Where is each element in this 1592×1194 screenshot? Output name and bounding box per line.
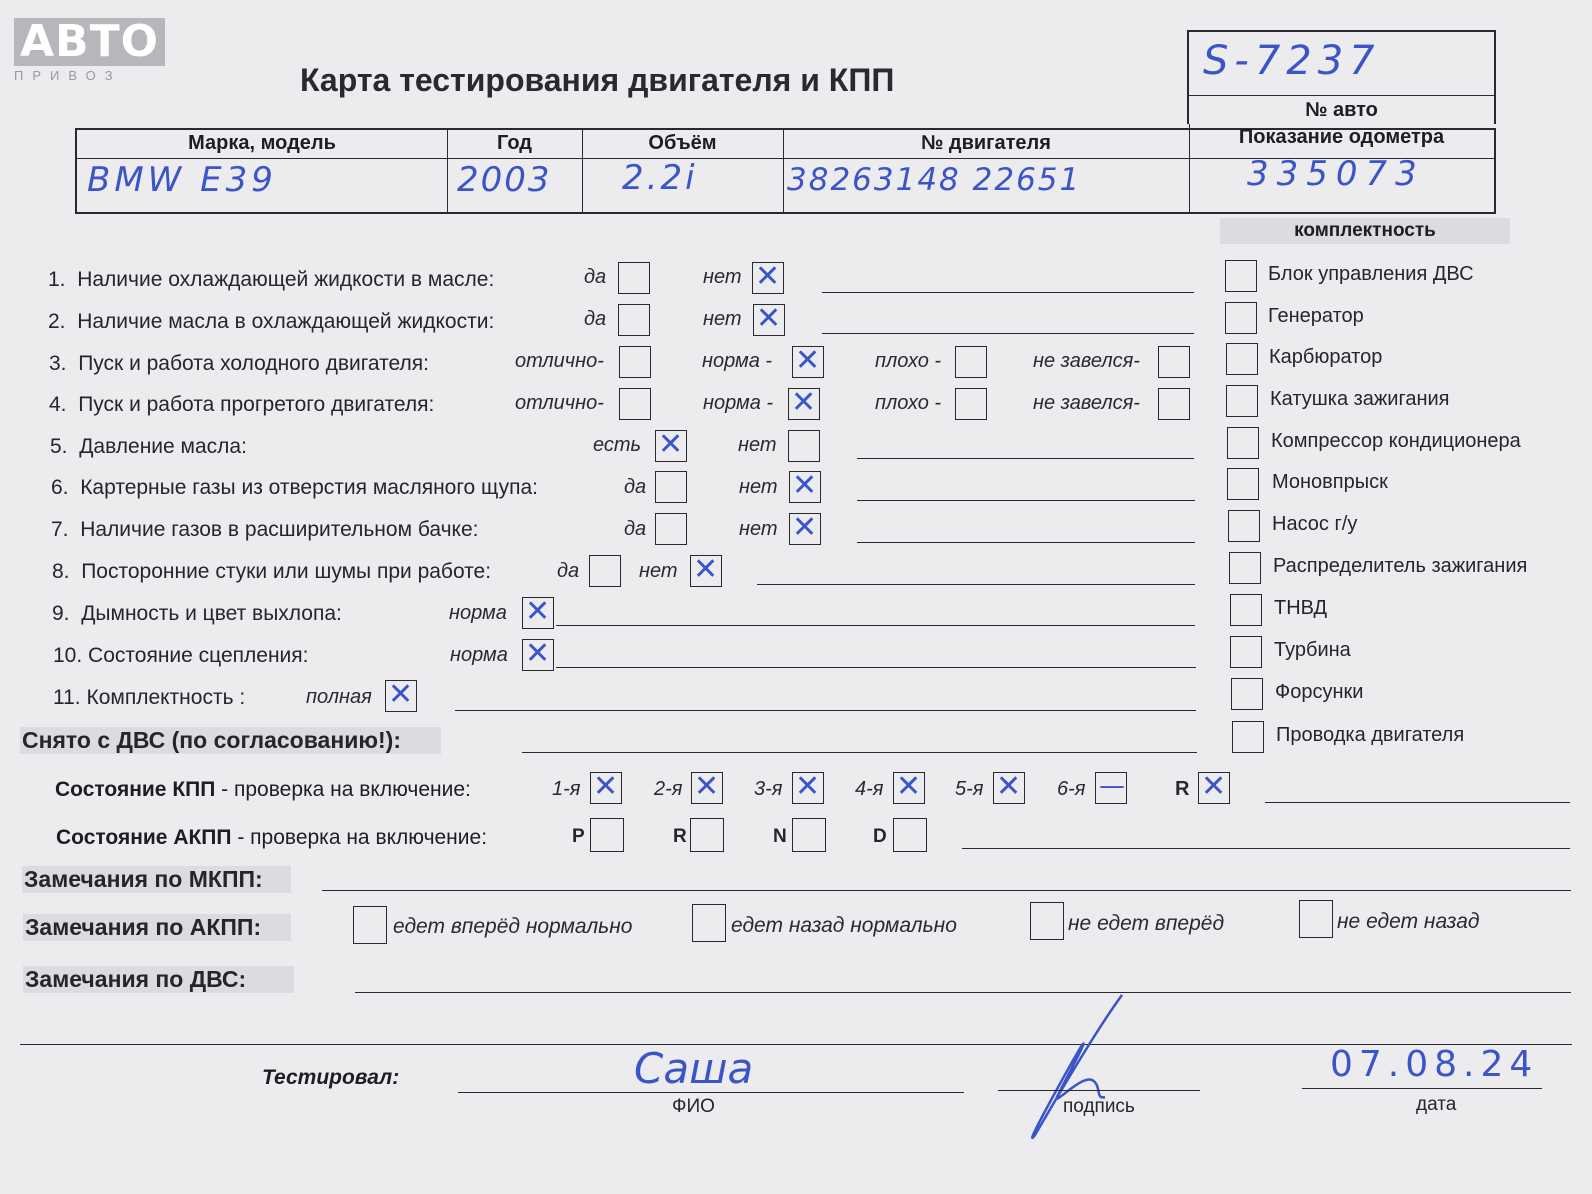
row-10-opt-normal: норма: [450, 644, 508, 666]
row-2-opt-yes: да: [584, 308, 607, 330]
row-8-opt-yes: да: [557, 560, 580, 582]
row-1-checkbox-no[interactable]: [752, 262, 784, 294]
gear-r-label: R: [1175, 778, 1190, 800]
gear-1-checkbox[interactable]: [590, 772, 622, 804]
row-3-label: 3. Пуск и работа холодного двигателя:: [49, 352, 429, 375]
akpp-label: Состояние АКПП - проверка на включение:: [56, 826, 488, 849]
kit-checkbox-tnvd[interactable]: [1230, 594, 1262, 626]
akpp-mode-p-label: P: [572, 826, 585, 847]
row-4-checkbox-excellent[interactable]: [619, 388, 651, 420]
test-date: 07.08.24: [1330, 1044, 1539, 1085]
row-5-opt-no: нет: [738, 434, 777, 456]
gear-3-label: 3-я: [754, 778, 783, 800]
akpp-backward-ok-checkbox[interactable]: [692, 904, 726, 942]
row-1-label: 1. Наличие охлаждающей жидкости в масле:: [48, 268, 495, 291]
car-number-box: [1187, 30, 1496, 124]
col-model: Марка, модель: [188, 132, 336, 154]
row-8-checkbox-yes[interactable]: [589, 555, 621, 587]
akpp-no-forward-checkbox[interactable]: [1030, 902, 1064, 940]
kit-label-power-steering-pump: Насос г/у: [1272, 513, 1358, 535]
row-3-opt-excellent: отлично-: [515, 350, 604, 372]
kit-checkbox-ecu[interactable]: [1225, 260, 1257, 292]
kit-checkbox-ac-compressor[interactable]: [1227, 427, 1259, 459]
row-8-checkbox-no[interactable]: [690, 555, 722, 587]
date-caption: дата: [1416, 1094, 1457, 1115]
gear-3-checkbox[interactable]: [792, 772, 824, 804]
kit-label-distributor: Распределитель зажигания: [1273, 555, 1528, 577]
vehicle-info-table: [75, 128, 1496, 214]
kit-label-tnvd: ТНВД: [1274, 597, 1328, 619]
row-2-label: 2. Наличие масла в охлаждающей жидкости:: [48, 310, 495, 333]
row-5-opt-yes: есть: [593, 434, 642, 456]
kit-label-ac-compressor: Компрессор кондиционера: [1271, 430, 1521, 452]
removed-from-engine-label: Снято с ДВС (по согласованию!):: [20, 727, 441, 754]
tested-by-label: Тестировал:: [262, 1066, 400, 1089]
kit-checkbox-power-steering-pump[interactable]: [1228, 510, 1260, 542]
row-8-label: 8. Посторонние стуки или шумы при работе:: [52, 560, 492, 583]
col-volume: Объём: [648, 132, 717, 154]
row-1-opt-no: нет: [703, 266, 742, 288]
gear-r-checkbox[interactable]: [1198, 772, 1230, 804]
remarks-akpp-label: Замечания по АКПП:: [23, 914, 291, 941]
kit-label-engine-wiring: Проводка двигателя: [1276, 724, 1465, 746]
row-6-opt-no: нет: [739, 476, 778, 498]
row-2-checkbox-yes[interactable]: [618, 304, 650, 336]
row-9-opt-normal: норма: [449, 602, 507, 624]
row-3-opt-normal: норма -: [702, 350, 773, 372]
row-3-checkbox-excellent[interactable]: [619, 346, 651, 378]
gear-5-label: 5-я: [955, 778, 984, 800]
kit-checkbox-injectors[interactable]: [1231, 678, 1263, 710]
row-4-label: 4. Пуск и работа прогретого двигателя:: [49, 393, 435, 416]
model-value: BMW E39: [87, 160, 277, 200]
col-engine-no: № двигателя: [921, 132, 1051, 154]
row-4-checkbox-bad[interactable]: [955, 388, 987, 420]
row-10-checkbox-normal[interactable]: [522, 639, 554, 671]
fio-caption: ФИО: [672, 1096, 715, 1117]
row-4-opt-normal: норма -: [703, 392, 774, 414]
row-5-label: 5. Давление масла:: [50, 435, 247, 458]
kit-label-ignition-coil: Катушка зажигания: [1270, 388, 1450, 410]
tester-name: Саша: [634, 1044, 754, 1093]
row-4-opt-excellent: отлично-: [515, 392, 604, 414]
kit-checkbox-carburetor[interactable]: [1226, 343, 1258, 375]
row-5-checkbox-yes[interactable]: [655, 430, 687, 462]
row-9-checkbox-normal[interactable]: [522, 597, 554, 629]
akpp-no-forward-label: не едет вперёд: [1068, 912, 1225, 935]
col-odometer: Показание одометра: [1238, 126, 1445, 148]
col-year: Год: [497, 132, 532, 154]
row-3-checkbox-normal[interactable]: [792, 346, 824, 378]
kit-label-ecu: Блок управления ДВС: [1268, 263, 1474, 285]
remarks-mkpp-label: Замечания по МКПП:: [22, 866, 291, 893]
row-7-checkbox-yes[interactable]: [655, 513, 687, 545]
row-3-opt-bad: плохо -: [875, 350, 942, 372]
row-6-checkbox-yes[interactable]: [655, 471, 687, 503]
kit-label-carburetor: Карбюратор: [1269, 346, 1383, 368]
kit-label-mono-injection: Моновпрыск: [1272, 471, 1388, 493]
logo: [14, 16, 160, 83]
akpp-mode-r-checkbox[interactable]: [690, 818, 724, 852]
volume-value: 2.2i: [622, 158, 698, 198]
kpp-label: Состояние КПП - проверка на включение:: [55, 778, 471, 801]
kit-label-turbine: Турбина: [1274, 639, 1351, 661]
kit-checkbox-distributor[interactable]: [1229, 552, 1261, 584]
akpp-no-backward-label: не едет назад: [1337, 910, 1480, 933]
row-3-checkbox-no-start[interactable]: [1158, 346, 1190, 378]
akpp-mode-p-checkbox[interactable]: [590, 818, 624, 852]
kit-checkbox-turbine[interactable]: [1230, 636, 1262, 668]
row-2-checkbox-no[interactable]: [753, 304, 785, 336]
row-3-checkbox-bad[interactable]: [955, 346, 987, 378]
row-7-checkbox-no[interactable]: [789, 513, 821, 545]
row-6-label: 6. Картерные газы из отверстия масляного щупа:: [51, 476, 538, 499]
year-value: 2003: [457, 160, 552, 200]
row-7-opt-no: нет: [739, 518, 778, 540]
row-6-checkbox-no[interactable]: [789, 471, 821, 503]
document-title: Карта тестирования двигателя и КПП: [300, 62, 895, 98]
akpp-mode-d-label: D: [873, 826, 887, 847]
akpp-forward-ok-label: едет вперёд нормально: [393, 915, 633, 938]
row-8-opt-no: нет: [639, 560, 678, 582]
kit-title: комплектность: [1220, 218, 1510, 244]
car-number-label: № авто: [1305, 99, 1378, 121]
car-number-value: S-7237: [1203, 38, 1381, 84]
row-4-opt-no-start: не завелся-: [1033, 392, 1140, 414]
row-11-opt-full: полная: [306, 686, 372, 708]
row-2-opt-no: нет: [703, 308, 742, 330]
gear-4-checkbox[interactable]: [893, 772, 925, 804]
odometer-value: 335073: [1247, 154, 1425, 194]
engine-no-value: 38263148 22651: [787, 162, 1082, 198]
kit-checkbox-engine-wiring[interactable]: [1232, 721, 1264, 753]
row-3-opt-no-start: не завелся-: [1033, 350, 1140, 372]
akpp-backward-ok-label: едет назад нормально: [731, 914, 957, 937]
signature: [1010, 985, 1160, 1155]
gear-4-label: 4-я: [855, 778, 884, 800]
row-4-checkbox-normal[interactable]: [788, 388, 820, 420]
row-1-opt-yes: да: [584, 266, 607, 288]
gear-2-label: 2-я: [654, 778, 683, 800]
gear-6-label: 6-я: [1057, 778, 1086, 800]
row-10-label: 10. Состояние сцепления:: [53, 644, 309, 667]
row-7-opt-yes: да: [624, 518, 647, 540]
gear-6-checkbox[interactable]: [1095, 772, 1127, 804]
gear-2-checkbox[interactable]: [691, 772, 723, 804]
kit-label-generator: Генератор: [1268, 305, 1364, 327]
akpp-forward-ok-checkbox[interactable]: [353, 906, 387, 944]
row-1-checkbox-yes[interactable]: [618, 262, 650, 294]
row-6-opt-yes: да: [624, 476, 647, 498]
row-11-label: 11. Комплектность :: [53, 686, 246, 709]
akpp-mode-r-label: R: [673, 826, 687, 847]
row-4-opt-bad: плохо -: [875, 392, 942, 414]
logo-text: АВТО: [14, 18, 165, 66]
gear-1-label: 1-я: [552, 778, 581, 800]
row-7-label: 7. Наличие газов в расширительном бачке:: [51, 518, 479, 541]
remarks-dvs-label: Замечания по ДВС:: [23, 966, 294, 993]
akpp-no-backward-checkbox[interactable]: [1299, 900, 1333, 938]
gear-5-checkbox[interactable]: [993, 772, 1025, 804]
kit-checkbox-ignition-coil[interactable]: [1226, 385, 1258, 417]
row-11-checkbox-full[interactable]: [385, 680, 417, 712]
akpp-mode-n-label: N: [773, 826, 787, 847]
kit-checkbox-mono-injection[interactable]: [1227, 468, 1259, 500]
signature-caption: подпись: [1063, 1096, 1135, 1117]
kit-checkbox-generator[interactable]: [1225, 302, 1257, 334]
row-5-checkbox-no[interactable]: [788, 430, 820, 462]
row-9-label: 9. Дымность и цвет выхлопа:: [52, 602, 342, 625]
logo-subtext: ПРИВОЗ: [14, 68, 122, 83]
kit-label-injectors: Форсунки: [1275, 681, 1364, 703]
akpp-mode-d-checkbox[interactable]: [893, 818, 927, 852]
akpp-mode-n-checkbox[interactable]: [792, 818, 826, 852]
row-4-checkbox-no-start[interactable]: [1158, 388, 1190, 420]
